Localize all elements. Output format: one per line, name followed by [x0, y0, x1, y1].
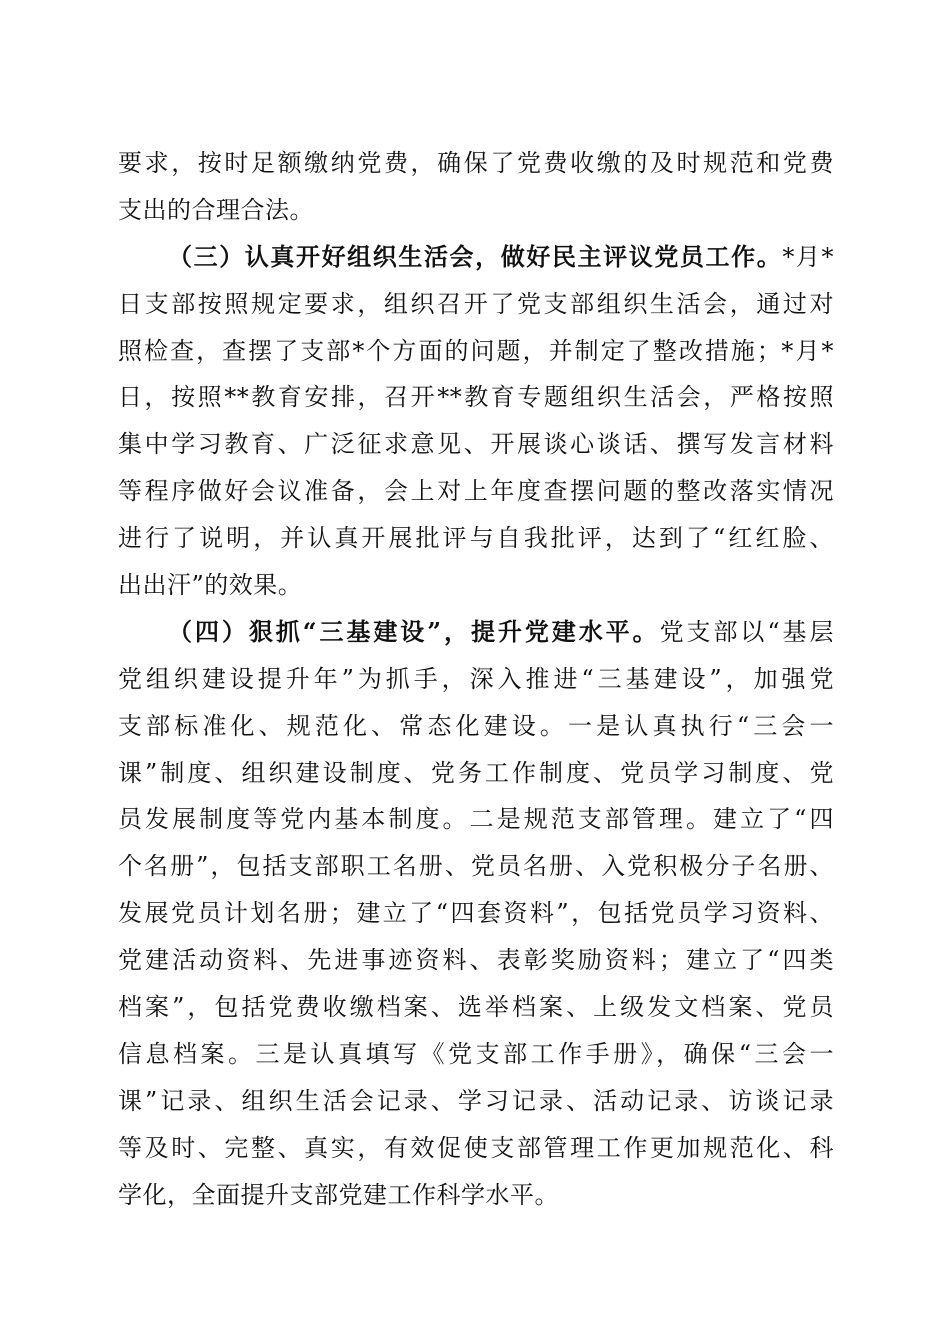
section-3-first-line: [118, 234, 834, 281]
text-line: 日支部按照规定要求，组织召开了党支部组织生活会，通过对: [118, 289, 834, 318]
body-text: [118, 140, 834, 1218]
text-line: 党建活动资料、先进事迹资料、表彰奖励资料；建立了“四类: [118, 946, 834, 975]
text-line: 出出汗”的效果。: [118, 571, 303, 600]
section-4-first-line: [118, 609, 834, 656]
section-3-heading: （三）认真开好组织生活会，做好民主评议党员工作。: [168, 241, 783, 271]
text-line: 进行了说明，并认真开展批评与自我批评，达到了“红红脸、: [118, 524, 834, 553]
text-span: 党支部以“基层: [659, 617, 834, 646]
text-line: 支部标准化、规范化、常态化建设。一是认真执行“三会一: [118, 711, 834, 740]
text-line: 员发展制度等党内基本制度。二是规范支部管理。建立了“四: [118, 805, 834, 834]
text-line: 课”制度、组织建设制度、党务工作制度、党员学习制度、党: [118, 758, 834, 787]
text-line: 信息档案。三是认真填写《党支部工作手册》，确保“三会一: [118, 1039, 834, 1068]
paragraph-section-3: [118, 234, 834, 609]
text-line: 个名册”，包括支部职工名册、党员名册、入党积极分子名册、: [118, 852, 834, 881]
section-4-heading: （四）狠抓“三基建设”，提升党建水平。: [168, 616, 660, 646]
text-line: 支出的合理合法。: [118, 195, 314, 224]
paragraph-continuation: [118, 140, 834, 234]
text-line: 党组织建设提升年”为抓手，深入推进“三基建设”，加强党: [118, 664, 834, 693]
paragraph-section-4: [118, 609, 834, 1219]
text-line: 发展党员计划名册；建立了“四套资料”，包括党员学习资料、: [118, 899, 834, 928]
text-line: 档案”，包括党费收缴档案、选举档案、上级发文档案、党员: [118, 993, 834, 1022]
text-line: 照检查，查摆了支部*个方面的问题，并制定了整改措施；*月*: [118, 336, 834, 365]
text-span: *月*: [782, 242, 835, 271]
text-line: 等程序做好会议准备，会上对上年度查摆问题的整改落实情况: [118, 477, 834, 506]
text-line: 要求，按时足额缴纳党费，确保了党费收缴的及时规范和党费: [118, 149, 834, 177]
text-line: 等及时、完整、真实，有效促使支部管理工作更加规范化、科: [118, 1133, 834, 1162]
text-line: 日，按照**教育安排，召开**教育专题组织生活会，严格按照: [118, 383, 834, 412]
text-line: 课”记录、组织生活会记录、学习记录、活动记录、访谈记录: [118, 1086, 834, 1115]
text-line: 集中学习教育、广泛征求意见、开展谈心谈话、撰写发言材料: [118, 430, 834, 459]
text-line: 学化，全面提升支部党建工作科学水平。: [118, 1180, 559, 1209]
